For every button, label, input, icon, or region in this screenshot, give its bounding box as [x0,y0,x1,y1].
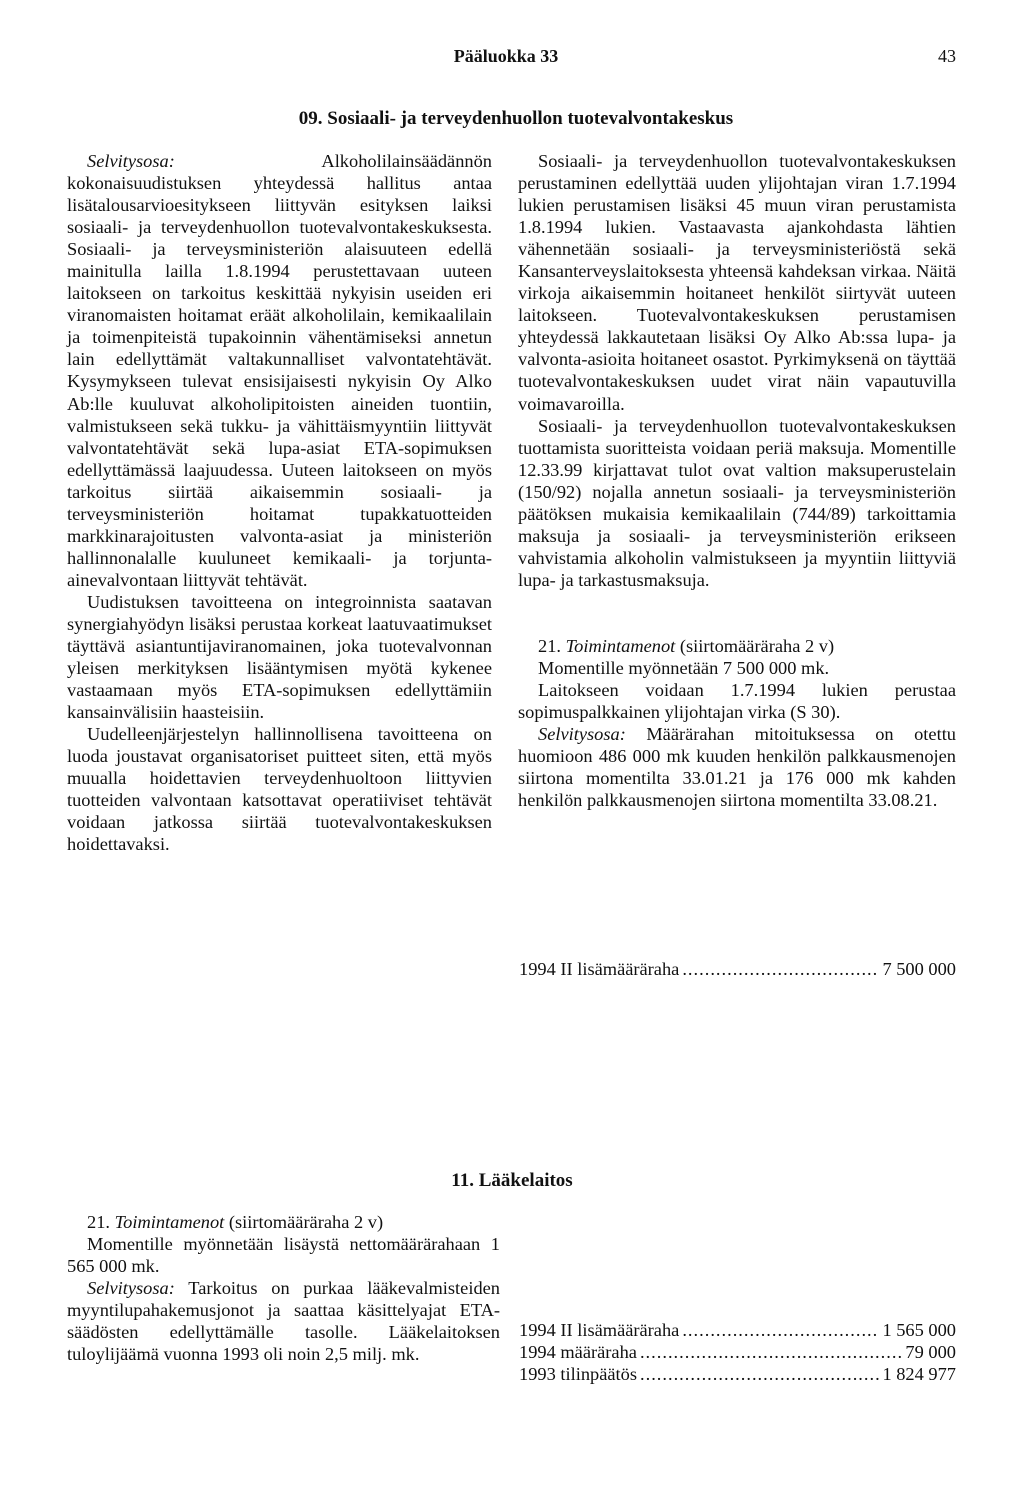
item-type: (siirtomääräraha 2 v) [224,1212,384,1232]
mitoitus-text: Määrärahan mitoituksessa on otettu huomioon 486 000 mk kuuden henkilön palkkausmenojen siirtona momentilta 33.01.21 ja 176 000 mk kahden henkilön palkkausmenojen siirtona momentilta 33.08.21. [518,724,956,811]
item-21-title [67,1211,500,1233]
ledger-label: 1994 II lisämääräraha [519,1320,680,1340]
item-number: 21. [538,635,566,656]
ledger-dots [640,1341,902,1363]
item-title: Toimintamenot [114,1212,225,1232]
selvitysosa-label: Selvitysosa: [87,1278,175,1299]
ledger-dots [682,1319,879,1341]
section-11-ledger [519,1319,956,1385]
section-09-heading: 09. Sosiaali- ja terveydenhuollon tuotevalvontakeskus [298,108,734,129]
ledger-row [519,958,956,980]
virka-paragraph: Laitokseen voidaan 1.7.1994 lukien perustaa sopimuspalkkainen ylijohtajan virka (S 30). [518,680,956,723]
section-11-heading: 11. Lääkelaitos [451,1170,573,1191]
tavoite-paragraph: Uudistuksen tavoitteena on integroinnista saatavan synergiahyödyn lisäksi perustaa korkeat laatuvaatimukset täyttävä asiantuntijaviranomainen, joka tuotevalvonnan yleisen merkityksen lisääntymisen myötä kykenee vastaamaan myös ETA-sopimuksen edellyttämiin kansainvälisiin haasteisiin. [67,591,492,723]
selvitysosa-paragraph [67,150,492,591]
ledger-label: 1994 määräraha [519,1342,637,1363]
ledger-value: 79 000 [905,1342,956,1363]
item-title: Toimintamenot [565,635,676,656]
section-09-ledger [519,958,956,980]
ledger-value: 1 565 000 [882,1320,956,1340]
ledger-row [519,1319,956,1341]
running-header: Pääluokka 33 [453,46,559,66]
ledger-label: 1993 tilinpäätös [519,1364,637,1385]
section-11-left-column [67,1211,500,1365]
selvitysosa-text: Alkoholilainsäädännön kokonaisuudistuksen yhteydessä hallitus antaa lisätalousarvioesitykseen liittyvän esityksen laiksi sosiaali- ja terveydenhuollon tuotevalvontakeskuksesta. Sosiaali- ja terveysministeriön alaisuuteen edellä mainitulla lailla 1.8.1994 perustettavaan uuteen laitokseen on tarkoitus keskittää nykyisin useiden eri viranomaisten hoitamat eräät alkoholilain, kemikaalilain ja toimenpiteistä tupakoinnin vähentämiseksi annetun lain edellyttämät valtakunnalliset valvontatehtävät. Kysymykseen tulevat ensisijaisesti nykyisin Oy Alko Ab:lle kuuluvat alkoholipitoisten aineiden tuontiin, valmistukseen sekä tukku- ja vähittäismyyntiin liittyvät valvontatehtävät sekä lupa-asiat ETA-sopimuksen edellyttämässä laajuudessa. Uuteen laitokseen on myös tarkoitus siirtää aikaisemmin sosiaali- ja terveysministeriön hoitamat tupakkatuotteiden markkinarajoitusten valvonta-asiat ja ministeriön hallinnonalalle kuuluneet kemikaali- ja torjunta-ainevalvontaan liittyvät tehtävät. [67,151,492,590]
item-21-title [518,635,956,657]
item-type: (siirtomääräraha 2 v) [675,635,835,656]
section-09-right-column [518,150,956,811]
ledger-row [519,1341,956,1363]
selvitysosa-label: Selvitysosa: [87,151,175,171]
selvitysosa-paragraph [67,1277,500,1365]
selvitysosa-text: Tarkoitus on purkaa lääkevalmisteiden myyntilupahakemusjonot ja saattaa käsittelyajat ETA-säädösten edellyttämälle tasolle. Lääkelaitoksen tuloylijäämä vuonna 1993 oli noin 2,5 milj. mk. [67,1278,500,1365]
ledger-label: 1994 II lisämääräraha [519,959,680,979]
ledger-row [519,1363,956,1385]
ledger-value: 7 500 000 [882,959,956,979]
ledger-value: 1 824 977 [882,1364,956,1385]
section-09-left-column [67,150,492,856]
page-number: 43 [938,46,956,66]
maksut-paragraph: Sosiaali- ja terveydenhuollon tuotevalvontakeskuksen tuottamista suoritteista voidaan periä maksuja. Momentille 12.33.99 kirjattavat tulot ovat valtion maksuperustelain (150/92) nojalla annetun sosiaali- ja terveysministeriön päätöksen mukaisia kemikaalilain (744/89) tarkoittamia maksuja ja sosiaali- ja terveysministeriön erikseen vahvistamia alkoholin valmistukseen ja myyntiin liittyviä lupa- ja tarkastusmaksuja. [518,415,956,590]
virat-paragraph: Sosiaali- ja terveydenhuollon tuotevalvontakeskuksen perustaminen edellyttää uuden ylijohtajan viran 1.7.1994 lukien perustamisen lisäksi 45 muun viran perustamista 1.8.1994 lukien. Vastaavasta ajankohdasta lähtien vähennetään sosiaali- ja terveysministeriöstä sekä Kansanterveyslaitoksesta yhteensä kahdeksan virkaa. Näitä virkoja aikaisemmin hoitaneet henkilöt siirtyvät uuteen laitokseen. Tuotevalvontakeskuksen perustamisen yhteydessä lakkautetaan lisäksi Oy Alko Ab:ssa lupa- ja valvonta-asioita hoitaneet osastot. Pyrkimyksenä on täyttää tuotevalvontakeskuksen uudet virat näin vapautuvilla voimavaroilla. [518,151,956,414]
momentti-paragraph: Momentille myönnetään lisäystä nettomäärärahaan 1 565 000 mk. [67,1234,500,1277]
momentti-paragraph: Momentille myönnetään 7 500 000 mk. [538,657,830,678]
ledger-dots [640,1363,879,1385]
mitoitus-paragraph [518,723,956,811]
item-number: 21. [87,1212,115,1232]
ledger-dots [682,958,879,980]
selvitysosa-label: Selvitysosa: [538,724,626,745]
hallinnollinen-paragraph: Uudelleenjärjestelyn hallinnollisena tavoitteena on luoda joustavat organisatoriset puitteet siten, että myös muualla hoidettavien terveydenhuoltoon liittyvien tuotteiden valvontaan katsottavat operatiiviset tehtävät voidaan jatkossa siirtää tuotevalvontakeskuksen hoidettavaksi. [67,724,492,855]
